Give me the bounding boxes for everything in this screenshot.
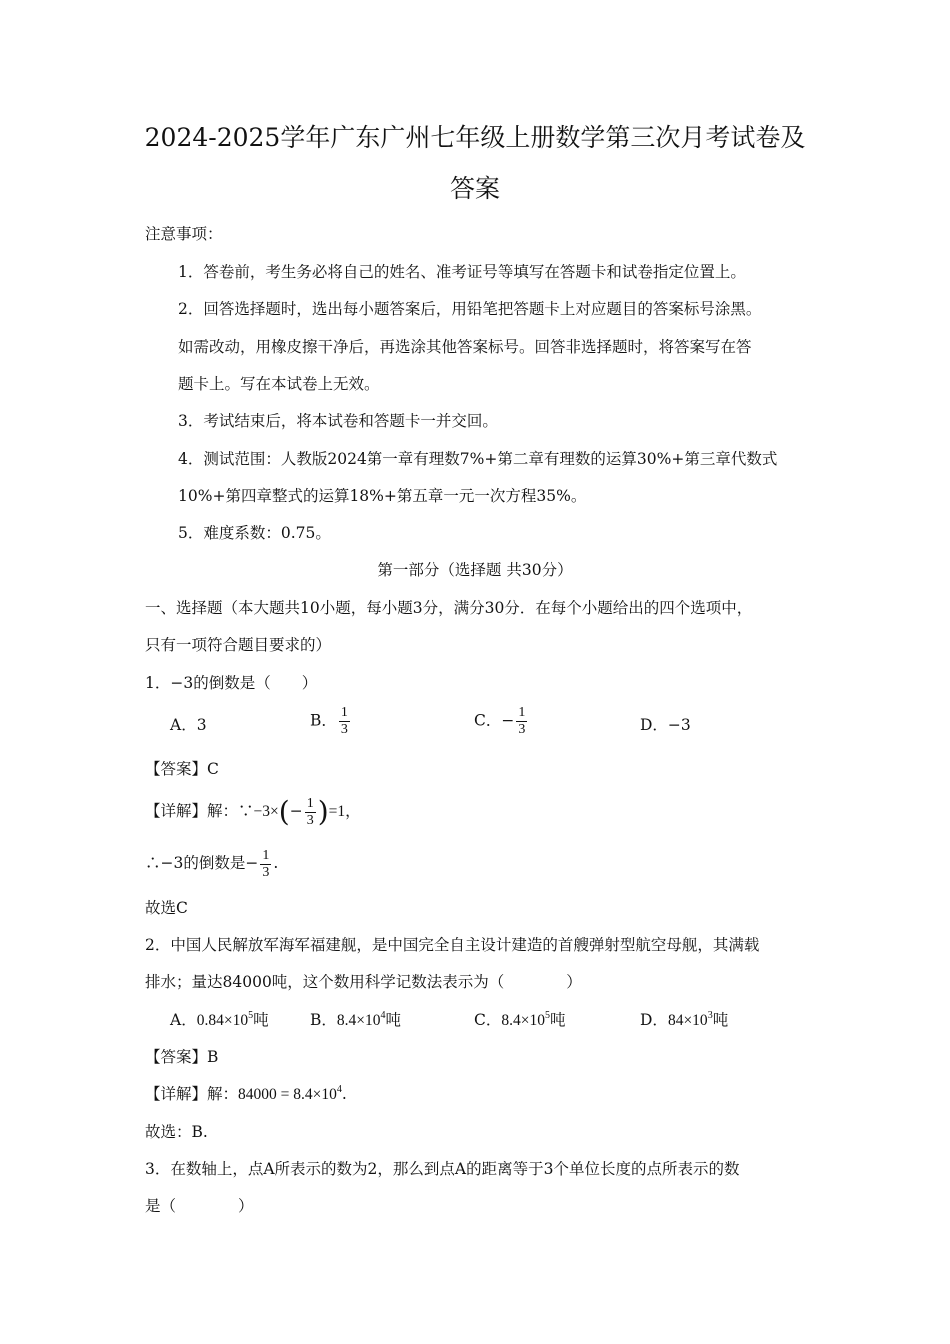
fraction-numerator: 1	[518, 705, 526, 720]
detail-expression-part2: =1，	[328, 803, 361, 820]
option-a-label: A．	[170, 1011, 197, 1029]
left-paren: (	[278, 795, 290, 828]
option-b-label: B．	[310, 711, 337, 730]
note-4-line1: 4．测试范围：人教版2024第一章有理数7%+第二章有理数的运算30%+第三章代数式	[178, 450, 778, 468]
question-1-conclusion	[145, 845, 278, 881]
note-2-line1: 2．回答选择题时，选出每小题答案后，用铅笔把答题卡上对应题目的答案标号涂黑。	[178, 300, 762, 318]
question-2-option-c	[474, 1009, 566, 1032]
fraction-one-third	[516, 705, 527, 738]
conclusion-period: .	[273, 854, 279, 872]
option-d-base: 84×10	[667, 1012, 708, 1029]
question-1-option-d: D．−3	[640, 716, 691, 734]
question-3-stem-line2: 是（ ）	[145, 1197, 254, 1215]
document-title-line2: 答案	[449, 174, 500, 203]
document-title-line1: 2024-2025学年广东广州七年级上册数学第三次月考试卷及	[144, 123, 806, 152]
unit-ton: 吨	[253, 1011, 269, 1029]
fraction-denominator: 3	[518, 722, 526, 737]
question-1-choose: 故选C	[145, 899, 188, 917]
detail-base: 84000 = 8.4×10	[238, 1086, 337, 1103]
detail-exponent: 4	[336, 1084, 342, 1095]
question-2-detail	[145, 1083, 347, 1106]
right-paren: )	[317, 795, 329, 828]
fraction-one-third	[339, 705, 350, 738]
conclusion-text: ∴−3的倒数是−	[145, 854, 259, 872]
option-a-base: 0.84×10	[196, 1012, 249, 1029]
detail-label: 【详解】解：∵	[145, 802, 254, 820]
note-2-line3: 题卡上。写在本试卷上无效。	[178, 375, 380, 393]
question-2-option-d	[640, 1009, 728, 1032]
option-c-base: 8.4×10	[501, 1012, 545, 1029]
minus-sign: −	[289, 802, 303, 820]
minus-sign: −	[501, 711, 515, 730]
question-2-option-a	[170, 1009, 269, 1032]
question-2-stem-line1: 2．中国人民解放军海军福建舰，是中国完全自主设计建造的首艘弹射型航空母舰，其满载	[145, 936, 760, 954]
question-2-option-b	[310, 1009, 401, 1032]
option-b-exponent: 4	[380, 1010, 386, 1021]
note-4-line2: 10%+第四章整式的运算18%+第五章一元一次方程35%。	[178, 487, 587, 505]
option-b-label: B．	[310, 1011, 337, 1029]
part1-heading: 第一部分（选择题 共30分）	[377, 561, 573, 579]
detail-label: 【详解】解：	[145, 1085, 239, 1103]
question-1-option-c	[474, 705, 529, 738]
question-3-stem-line1: 3．在数轴上，点A所表示的数为2，那么到点A的距离等于3个单位长度的点所表示的数	[145, 1160, 740, 1178]
section-intro-line1: 一、选择题（本大题共10小题，每小题3分，满分30分．在每个小题给出的四个选项中，	[145, 599, 753, 617]
question-2-answer: 【答案】B	[145, 1048, 219, 1066]
detail-period: .	[341, 1085, 347, 1103]
option-b-base: 8.4×10	[336, 1012, 381, 1029]
note-2-line2: 如需改动，用橡皮擦干净后，再选涂其他答案标号。回答非选择题时，将答案写在答	[178, 338, 752, 356]
option-c-label: C．	[474, 1011, 502, 1029]
option-c-label: C．	[474, 711, 502, 730]
question-1-detail	[145, 793, 361, 830]
fraction-denominator: 3	[262, 864, 270, 880]
fraction-denominator: 3	[306, 812, 314, 828]
question-1-stem: 1．−3的倒数是（ ）	[145, 674, 318, 692]
note-3: 3．考试结束后，将本试卷和答题卡一并交回。	[178, 412, 498, 430]
section-intro-line2: 只有一项符合题目要求的）	[145, 636, 332, 654]
question-1-option-b	[310, 705, 352, 738]
note-1: 1．答卷前，考生务必将自己的姓名、准考证号等填写在答题卡和试卷指定位置上。	[178, 263, 746, 281]
option-d-exponent: 3	[707, 1010, 713, 1021]
option-a-exponent: 5	[248, 1010, 254, 1021]
fraction-numerator: 1	[306, 795, 314, 811]
detail-expression-part1: −3×	[253, 803, 279, 820]
question-2-stem-line2: 排水；量达84000吨，这个数用科学记数法表示为（ ）	[145, 973, 582, 991]
question-1-answer: 【答案】C	[145, 760, 219, 778]
unit-ton: 吨	[712, 1011, 729, 1029]
question-1-option-a: A．3	[170, 716, 207, 734]
note-5: 5．难度系数：0.75。	[178, 524, 331, 542]
unit-ton: 吨	[385, 1011, 402, 1029]
fraction-numerator: 1	[340, 705, 348, 720]
notes-heading: 注意事项：	[145, 225, 223, 243]
question-2-choose: 故选：B.	[145, 1123, 208, 1141]
unit-ton: 吨	[550, 1011, 566, 1029]
option-c-exponent: 5	[545, 1010, 550, 1021]
fraction-one-third	[260, 848, 271, 881]
fraction-numerator: 1	[262, 847, 270, 863]
option-d-label: D．	[640, 1011, 668, 1029]
fraction-one-third	[305, 796, 316, 829]
fraction-denominator: 3	[340, 722, 348, 737]
